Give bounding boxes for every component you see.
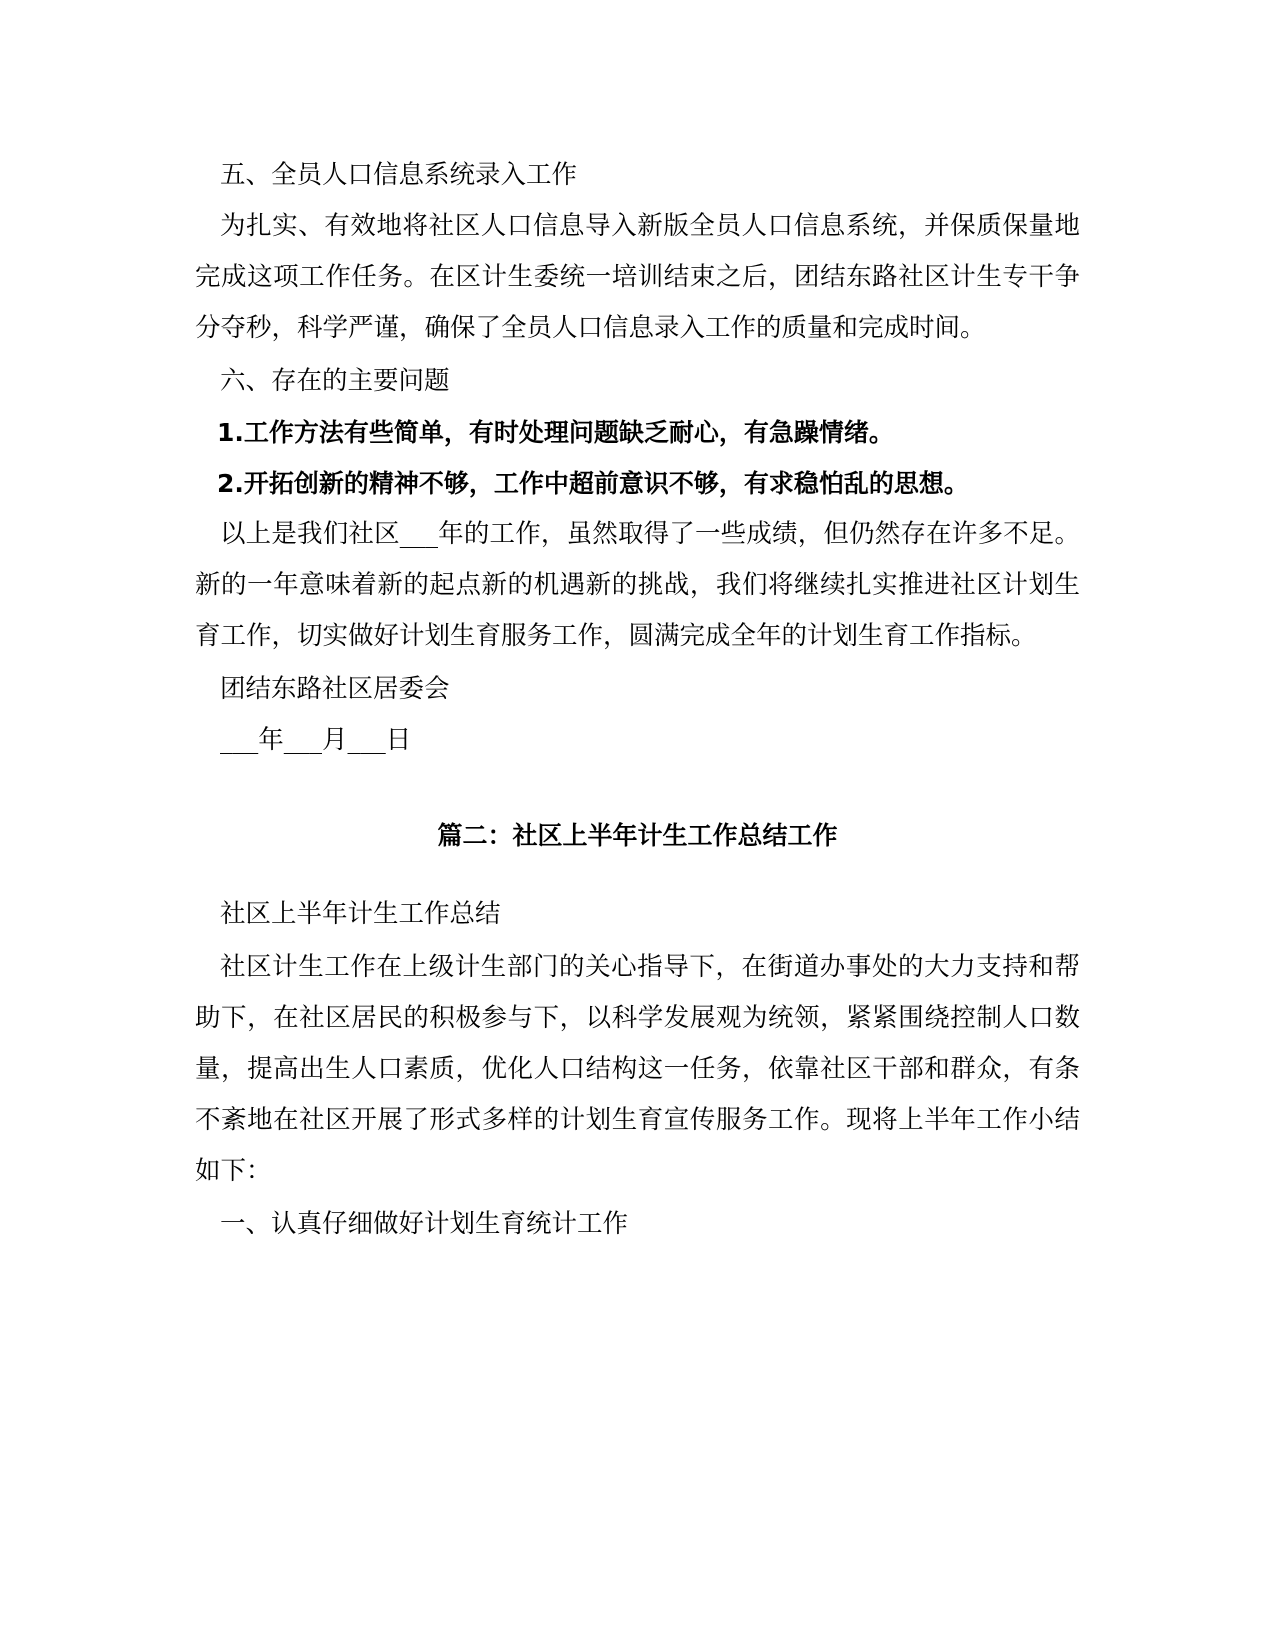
section-heading-six: 六、存在的主要问题 [220, 366, 450, 396]
part-two-title: 篇二：社区上半年计生工作总结工作 [437, 821, 838, 850]
part-two-section-heading-one: 一、认真仔细做好计划生育统计工作 [220, 1209, 629, 1239]
problem-item-1: 1.工作方法有些简单，有时处理问题缺乏耐心，有急躁情绪。 [217, 418, 894, 447]
problem-item-2: 2.开拓创新的精神不够，工作中超前意识不够，有求稳怕乱的思想。 [217, 469, 969, 498]
closing-paragraph: 以上是我们社区___年的工作，虽然取得了一些成绩，但仍然存在许多不足。新的一年意味着新的起点新的机遇新的挑战，我们将继续扎实推进社区计划生育工作，切实做好计划生育服务工作，圆满完成全年的计划生育工作指标。 [195, 519, 1080, 651]
part-two-subtitle: 社区上半年计生工作总结 [220, 899, 501, 929]
section-five-paragraph: 为扎实、有效地将社区人口信息导入新版全员人口信息系统，并保质保量地完成这项工作任务。在区计生委统一培训结束之后，团结东路社区计生专干争分夺秒，科学严谨，确保了全员人口信息录入工作的质量和完成时间。 [195, 211, 1080, 343]
section-heading-five: 五、全员人口信息系统录入工作 [220, 160, 578, 190]
document-body [195, 150, 1080, 1250]
part-two-intro-paragraph: 社区计生工作在上级计生部门的关心指导下，在街道办事处的大力支持和帮助下，在社区居民的积极参与下，以科学发展观为统领，紧紧围绕控制人口数量，提高出生人口素质，优化人口结构这一任务，依靠社区干部和群众，有条不紊地在社区开展了形式多样的计划生育宣传服务工作。现将上半年工作小结如下： [195, 952, 1080, 1186]
signature-organization: 团结东路社区居委会 [220, 674, 450, 704]
signature-date: ___年___月___日 [220, 725, 412, 755]
